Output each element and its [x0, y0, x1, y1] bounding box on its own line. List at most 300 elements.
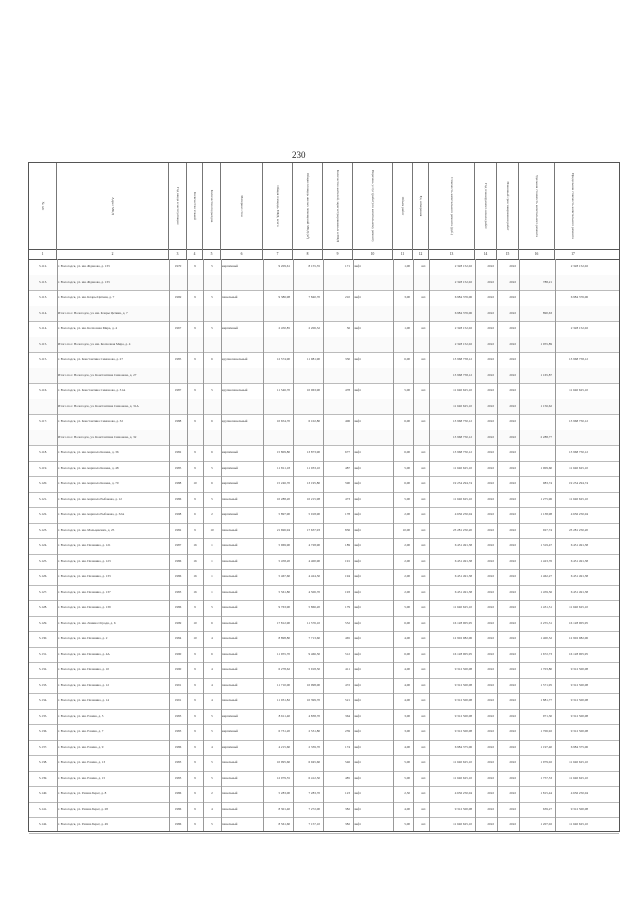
- cell-vol: 4,00: [404, 682, 410, 687]
- cell-mat: панельный: [222, 605, 238, 610]
- cell-year: 1985: [174, 465, 182, 470]
- cell-mat: панельный: [222, 651, 238, 656]
- cell-no: 5.134.: [38, 698, 48, 703]
- cell-res: 330: [345, 357, 350, 362]
- cell-fl: 9: [194, 682, 196, 687]
- cell-ent: 5: [211, 264, 213, 268]
- cell-addr: г. Вологодск, ул. им. маршала Рыбакова, д. 12: [58, 496, 122, 501]
- cell-liv: 10 063,90: [306, 388, 320, 393]
- cell-cost: 9 312 500,08: [454, 667, 472, 672]
- cell-work: [354, 306, 392, 322]
- cell-work: [354, 337, 392, 353]
- table-row: [29, 569, 619, 586]
- cell-area: 8 898,80: [278, 636, 290, 641]
- cell-max: 12 902 982,06: [569, 636, 588, 641]
- cell-y1: 2022: [487, 527, 494, 532]
- cell-ent: 5: [211, 713, 213, 718]
- cell-y1: 2022: [487, 698, 494, 703]
- cell-liv: 4 728,90: [308, 543, 320, 548]
- cell-res: 411: [345, 667, 350, 672]
- cell-y2: 2022: [509, 419, 516, 424]
- cell-mat: панельный: [222, 791, 238, 796]
- cell-work: лифт: [354, 822, 361, 827]
- cell-unit_cost: 1 197,40: [540, 744, 552, 749]
- column-header-5: [203, 163, 221, 249]
- cell-vol: 2,00: [404, 574, 410, 579]
- cell-work: [354, 399, 392, 415]
- cell-addr: г. Вологодск, ул. им. Разина, д. 5: [58, 713, 104, 718]
- cell-work: лифт: [354, 682, 361, 687]
- cell-work: лифт: [354, 465, 361, 470]
- cell-y2: 2022: [509, 295, 516, 300]
- table-row: [29, 631, 619, 648]
- cell-res: 521: [345, 698, 350, 703]
- cell-max: 9 312 500,08: [570, 806, 588, 811]
- cell-unit_cost: 1 055,89: [540, 341, 552, 346]
- cell-vol: 4,00: [404, 744, 410, 749]
- cell-unit_cost: 890,63: [542, 310, 552, 315]
- cell-area: 5 467,60: [278, 574, 290, 579]
- cell-y1: 2022: [487, 651, 494, 656]
- column-divider: [475, 259, 476, 831]
- cell-fl: 9: [194, 326, 196, 331]
- column-header-7: [263, 163, 293, 249]
- cell-res: 194: [345, 574, 350, 579]
- cell-max: 9 312 500,08: [570, 682, 588, 687]
- cell-unit_cost: 1 165,87: [540, 372, 552, 377]
- cell-area: 17 812,90: [276, 620, 290, 625]
- cell-unit: шт.: [421, 620, 426, 625]
- table-row: [29, 802, 619, 819]
- column-number: 8: [293, 249, 323, 259]
- cell-mat: [222, 337, 262, 353]
- table-row: [29, 507, 619, 524]
- cell-work: лифт: [354, 357, 361, 362]
- cell-ent: 5: [211, 326, 213, 331]
- cell-cost: 6 451 491,38: [454, 543, 472, 548]
- cell-area: 6 731,20: [278, 729, 290, 734]
- cell-no: 5.139.: [38, 775, 48, 780]
- cell-year: 1983: [174, 775, 182, 780]
- cell-max: 6 451 491,38: [570, 558, 588, 563]
- cell-vol: 3,00: [404, 713, 410, 718]
- cell-mat: панельный: [222, 667, 238, 672]
- cell-ent: 10: [210, 527, 214, 532]
- cell-res: [324, 275, 352, 291]
- cell-unit_cost: 1 009,60: [540, 465, 552, 470]
- cell-vol: 3,00: [404, 729, 410, 734]
- cell-res: 465: [345, 636, 350, 641]
- cell-vol: 6,00: [404, 450, 410, 455]
- cell-fl: 16: [193, 574, 197, 579]
- cell-liv: [294, 275, 322, 291]
- cell-y1: 2022: [487, 589, 494, 594]
- cell-unit_cost: 1 400,52: [540, 636, 552, 641]
- column-divider: [429, 259, 430, 831]
- cell-ent: [204, 306, 220, 322]
- cell-ent: 5: [211, 496, 213, 501]
- table-row: [29, 740, 619, 757]
- cell-year: 1983: [174, 589, 182, 594]
- column-header-2: [57, 163, 169, 249]
- cell-ent: 4: [211, 636, 213, 641]
- table-row: [29, 600, 619, 617]
- cell-area: 11 710,00: [276, 682, 290, 687]
- cell-year: 1987: [174, 388, 182, 393]
- cell-mat: [222, 275, 262, 291]
- cell-y1: 2022: [487, 295, 494, 300]
- cell-mat: кирпичный: [222, 465, 238, 470]
- cell-ent: 5: [211, 775, 213, 780]
- cell-y1: 2022: [487, 760, 494, 765]
- cell-res: 239: [345, 729, 350, 734]
- cell-area: [264, 399, 292, 415]
- cell-vol: [394, 430, 412, 446]
- cell-fl: [188, 275, 202, 291]
- cell-res: 487: [345, 465, 350, 470]
- cell-addr: г. Вологодск, ул. им. Жданова, д. 133: [58, 264, 110, 268]
- cell-cost: 13 968 750,12: [453, 434, 472, 439]
- cell-unit: шт.: [421, 574, 426, 579]
- cell-ent: 6: [211, 357, 213, 362]
- column-header-6: [221, 163, 263, 249]
- column-header-8: [293, 163, 323, 249]
- cell-year: 1967: [174, 326, 182, 331]
- cell-vol: 5,00: [404, 605, 410, 610]
- column-header-11: [393, 163, 413, 249]
- cell-liv: 2 339,70: [308, 744, 320, 749]
- cell-y2: 2022: [509, 744, 516, 749]
- total-row: [29, 368, 619, 385]
- cell-cost: 2 328 152,02: [454, 279, 472, 284]
- cell-res: 478: [345, 388, 350, 393]
- cell-unit_cost: 788,21: [542, 279, 552, 284]
- cell-area: 10 288,20: [276, 496, 290, 501]
- table-row: [29, 259, 619, 276]
- cell-mat: кирпичный: [222, 512, 238, 517]
- cell-unit_cost: 2 255,31: [540, 620, 552, 625]
- cell-y1: 2022: [487, 512, 494, 517]
- cell-unit_cost: 1 462,27: [540, 574, 552, 579]
- total-row: [29, 337, 619, 354]
- cell-no: 5.126.: [38, 574, 48, 579]
- cell-fl: [188, 368, 202, 384]
- table-row: [29, 662, 619, 679]
- cell-no: 5.118.: [38, 450, 48, 455]
- cell-y2: 2022: [509, 791, 516, 796]
- cell-no: 5.128.: [38, 605, 48, 610]
- cell-cost: 11 640 625,10: [453, 388, 472, 393]
- cell-fl: 9: [194, 667, 196, 672]
- cell-year: [170, 368, 186, 384]
- cell-ent: 5: [211, 760, 213, 765]
- cell-mat: панельный: [222, 620, 238, 625]
- cell-addr: Итого по г. Вологодск, ул. им. Клары Цеткин, д. 7: [58, 310, 128, 315]
- cell-vol: 2,00: [404, 558, 410, 563]
- cell-fl: 9: [194, 822, 196, 827]
- cell-liv: 7 713,60: [308, 636, 320, 641]
- cell-unit: шт.: [421, 496, 426, 501]
- cell-y2: 2022: [509, 326, 516, 331]
- cell-addr: г. Вологодск, ул. им. Пелевина, д. 133: [58, 574, 111, 579]
- cell-y2: 2022: [509, 543, 516, 548]
- cell-y2: 2022: [509, 605, 516, 610]
- cell-vol: 4,00: [404, 806, 410, 811]
- cell-ent: 1: [211, 543, 213, 548]
- cell-res: [324, 306, 352, 322]
- cell-max: [556, 430, 590, 446]
- cell-year: 1991: [174, 698, 182, 703]
- cell-unit: шт.: [421, 481, 426, 486]
- cell-y2: 2022: [509, 434, 516, 439]
- cell-unit: шт.: [421, 822, 426, 827]
- cell-y2: 2022: [509, 760, 516, 765]
- cell-no: 5.113.: [38, 279, 48, 284]
- cell-work: лифт: [354, 326, 361, 331]
- column-header-10: [353, 163, 393, 249]
- column-header-12: [413, 163, 429, 249]
- column-number: 15: [497, 249, 519, 259]
- column-header-label: Год ввода в эксплуатацию: [175, 187, 180, 225]
- cell-addr: г. Вологодск, ул. им. Мальцевских, д. 25: [58, 527, 115, 532]
- cell-liv: 17 637,93: [306, 527, 320, 532]
- cell-res: 382: [345, 806, 350, 811]
- cell-mat: панельный: [222, 543, 238, 548]
- cell-area: 9 386,98: [278, 295, 290, 300]
- cell-no: 5.124.: [38, 543, 48, 548]
- cell-unit_cost: 1 459,56: [540, 589, 552, 594]
- column-number: 11: [393, 249, 413, 259]
- cell-work: лифт: [354, 589, 361, 594]
- cell-fl: [188, 399, 202, 415]
- cell-work: лифт: [354, 729, 361, 734]
- cell-res: [324, 368, 352, 384]
- cell-fl: 9: [194, 698, 196, 703]
- column-number: 12: [413, 249, 429, 259]
- cell-vol: 5,00: [404, 388, 410, 393]
- cell-max: 9 312 500,08: [570, 729, 588, 734]
- cell-mat: панельный: [222, 698, 238, 703]
- cell-work: лифт: [354, 791, 361, 796]
- cell-y1: 2022: [487, 713, 494, 718]
- cell-vol: 5,00: [404, 465, 410, 470]
- cell-ent: 6: [211, 620, 213, 625]
- cell-year: 1984: [174, 636, 182, 641]
- cell-liv: 2 531,80: [308, 729, 320, 734]
- cell-addr: г. Вологодск, ул. Разина Берег, д. 49: [58, 822, 108, 827]
- cell-area: 8 561,60: [278, 822, 290, 827]
- column-divider: [519, 259, 520, 831]
- cell-unit: шт.: [421, 264, 426, 268]
- cell-max: 23 281 250,20: [569, 527, 588, 532]
- cell-work: лифт: [354, 419, 361, 424]
- cell-cost: 13 968 758,12: [453, 372, 472, 377]
- cell-year: [170, 337, 186, 353]
- cell-area: 11 955,70: [276, 651, 290, 656]
- cell-fl: 9: [194, 357, 196, 362]
- cell-area: 10 654,70: [276, 419, 290, 424]
- cell-ent: [204, 337, 220, 353]
- cell-ent: 6: [211, 481, 213, 486]
- cell-cost: 11 640 625,10: [453, 403, 472, 408]
- page-number: 230: [292, 150, 306, 160]
- cell-y1: 2022: [487, 465, 494, 470]
- table-row: [29, 724, 619, 741]
- column-number: 13: [429, 249, 475, 259]
- cell-mat: [222, 368, 262, 384]
- cell-fl: 9: [194, 760, 196, 765]
- cell-year: 1988: [174, 419, 182, 424]
- cell-res: 546: [345, 760, 350, 765]
- cell-fl: 10: [193, 620, 197, 625]
- column-header-label: Количество жителей, зарегистрированных в МКД: [335, 169, 340, 243]
- cell-max: [556, 275, 590, 291]
- cell-y1: 2022: [487, 372, 494, 377]
- cell-no: 5.133.: [38, 682, 48, 687]
- cell-cost: 23 281 250,20: [453, 527, 472, 532]
- cell-mat: кирпичный: [222, 713, 238, 718]
- cell-area: [264, 275, 292, 291]
- cell-unit: шт.: [421, 465, 426, 470]
- cell-mat: крупнопанельный: [222, 419, 248, 424]
- cell-max: 6 984 375,06: [570, 744, 588, 749]
- cell-liv: [294, 306, 322, 322]
- cell-year: 1991: [174, 682, 182, 687]
- cell-ent: 4: [211, 744, 213, 749]
- cell-fl: [188, 306, 202, 322]
- cell-addr: г. Вологодск, ул. им. Пелевина, д. 10: [58, 667, 110, 672]
- column-header-label: Материал стен: [239, 195, 244, 217]
- cell-ent: 5: [211, 295, 213, 300]
- cell-area: 12 574,90: [276, 357, 290, 362]
- cell-unit: шт.: [421, 512, 426, 517]
- cell-max: 13 968 758,12: [569, 357, 588, 362]
- cell-vol: 2,50: [404, 791, 410, 796]
- cell-mat: крупнопанельный: [222, 357, 248, 362]
- cell-unit_cost: 983,74: [542, 481, 552, 486]
- cell-unit_cost: [520, 414, 554, 430]
- cell-addr: г. Вологодск, ул. им. Пелевина, д. 12: [58, 682, 110, 687]
- cell-liv: 4 400,90: [308, 558, 320, 563]
- cell-fl: 9: [194, 651, 196, 656]
- cell-liv: 11 981,90: [306, 357, 320, 362]
- cell-res: 210: [345, 295, 350, 300]
- column-header-17: [555, 163, 591, 249]
- total-row: [29, 399, 619, 416]
- table-row: [29, 786, 619, 803]
- table-body: [29, 259, 619, 833]
- cell-year: 1970: [174, 264, 182, 268]
- cell-no: 5.130.: [38, 636, 48, 641]
- cell-work: лифт: [354, 667, 361, 672]
- cell-cost: 19 254 294,74: [453, 481, 472, 486]
- cell-mat: панельный: [222, 822, 238, 827]
- column-number: 17: [571, 252, 575, 256]
- cell-work: лифт: [354, 698, 361, 703]
- cell-max: [556, 399, 590, 415]
- table-row: [29, 709, 619, 726]
- cell-addr: г. Вологодск, ул. им. маршала Конева, д. 36: [58, 450, 119, 455]
- cell-unit_cost: 927,74: [542, 527, 552, 532]
- cell-y1: 2022: [487, 419, 494, 424]
- cell-res: 191: [345, 558, 350, 563]
- cell-year: 1986: [174, 496, 182, 501]
- cell-work: лифт: [354, 295, 361, 300]
- cell-cost: 2 328 152,02: [454, 341, 472, 346]
- cell-res: 178: [345, 512, 350, 517]
- cell-vol: 5,00: [404, 822, 410, 827]
- cell-max: 2 328 152,02: [570, 264, 588, 268]
- cell-liv: 13 873,90: [306, 450, 320, 455]
- cell-addr: г. Вологодск, ул. им. Разина, д. 13: [58, 760, 106, 765]
- cell-res: [324, 337, 352, 353]
- cell-work: лифт: [354, 806, 361, 811]
- cell-vol: 5,00: [404, 775, 410, 780]
- cell-max: 13 968 750,12: [569, 450, 588, 455]
- cell-year: 1990: [174, 667, 182, 672]
- table-row: [29, 492, 619, 509]
- cell-no: [30, 399, 56, 415]
- cell-res: 512: [345, 651, 350, 656]
- column-header-label: № п/п: [40, 201, 45, 211]
- cell-cost: 2 328 152,02: [454, 264, 472, 268]
- cell-vol: 4,00: [404, 667, 410, 672]
- cell-y2: 2022: [509, 372, 516, 377]
- cell-y1: 2022: [487, 279, 494, 284]
- cell-no: 5.114.: [38, 310, 48, 315]
- table-row: [29, 755, 619, 772]
- cell-addr: г. Вологодск, ул. Константина Симонова, д. 32: [58, 419, 123, 424]
- cell-no: 5.142.: [38, 822, 48, 827]
- table-row: [29, 445, 619, 462]
- cell-mat: панельный: [222, 496, 238, 501]
- table-row: [29, 290, 619, 307]
- cell-area: 11 546,70: [276, 388, 290, 393]
- cell-max: 4 656 250,04: [570, 512, 588, 517]
- cell-mat: панельный: [222, 574, 238, 579]
- cell-res: 473: [345, 496, 350, 501]
- cell-res: 123: [345, 791, 350, 796]
- cell-fl: 9: [194, 791, 196, 796]
- cell-res: 590: [345, 481, 350, 486]
- cell-y1: 2022: [487, 357, 494, 362]
- cell-liv: 10 998,00: [306, 682, 320, 687]
- cell-unit: шт.: [421, 791, 426, 796]
- cell-res: 193: [345, 589, 350, 594]
- cell-area: 4 215,60: [278, 744, 290, 749]
- cell-liv: 6 102,80: [308, 419, 320, 424]
- cell-res: [324, 399, 352, 415]
- cell-unit: [414, 368, 428, 384]
- cell-ent: 5: [211, 729, 213, 734]
- cell-work: лифт: [354, 713, 361, 718]
- cell-work: лифт: [354, 388, 361, 393]
- cell-ent: [204, 275, 220, 291]
- cell-liv: 5 918,50: [308, 667, 320, 672]
- cell-cost: 6 984 376,06: [454, 295, 472, 300]
- cell-work: лифт: [354, 636, 361, 641]
- cell-no: 5.138.: [38, 760, 48, 765]
- cell-unit_cost: [520, 445, 554, 461]
- cell-mat: кирпичный: [222, 481, 238, 486]
- cell-cost: 9 312 500,08: [454, 698, 472, 703]
- table-row: [29, 414, 619, 431]
- column-divider: [323, 259, 324, 831]
- cell-res: 174: [345, 744, 350, 749]
- cell-cost: 6 451 491,38: [454, 589, 472, 594]
- cell-cost: 9 312 500,08: [454, 806, 472, 811]
- cell-mat: кирпичный: [222, 744, 238, 749]
